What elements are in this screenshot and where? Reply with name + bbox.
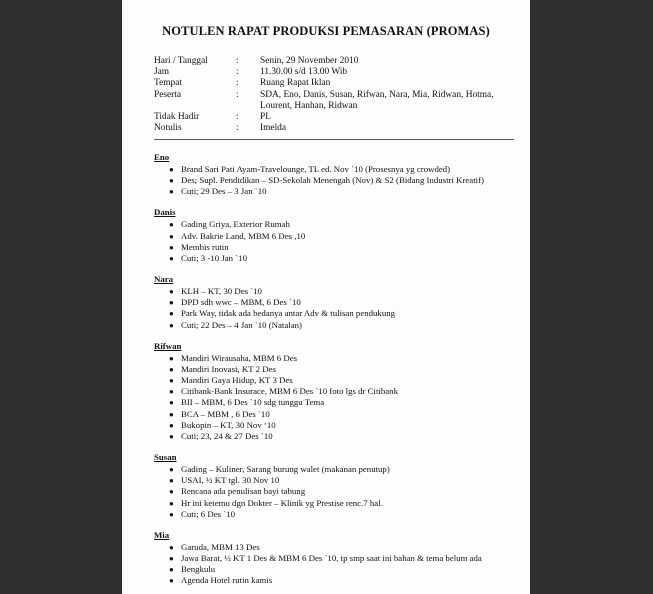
bullet-icon: ● (169, 398, 174, 408)
document-title: NOTULEN RAPAT PRODUKSI PEMASARAN (PROMAS) (162, 24, 490, 38)
section-nara (154, 274, 526, 331)
list-item (154, 297, 526, 308)
list-item (154, 219, 526, 230)
list-item-text: Mandiri Gaya Hidup, KT 3 Des (181, 375, 293, 386)
list-item (154, 186, 526, 197)
bullet-icon: ● (169, 487, 174, 497)
list-item-text: Gading – Kuliner, Sarang burung walet (makanan penutup) (181, 464, 390, 475)
bullet-icon: ● (169, 187, 174, 197)
bullet-icon: ● (169, 364, 174, 374)
list-item-text: Membis rutin (181, 241, 229, 252)
list-item (154, 253, 526, 264)
meta-colon: : (236, 89, 239, 100)
list-item-text: Gading Griya, Exterior Rumah (181, 219, 290, 230)
meta-label: Hari / Tanggal (154, 56, 208, 66)
section-heading: Danis (154, 207, 176, 218)
bullet-icon: ● (169, 565, 174, 575)
meta-value: PL (260, 112, 271, 123)
meta-value: Senin, 29 November 2010 (260, 56, 359, 66)
section-danis (154, 207, 526, 264)
list-item-text: Adv. Bakrie Land, MBM 6 Des ,10 (181, 230, 306, 241)
section-susan (154, 452, 526, 520)
list-item-text: Agenda Hotel rutin kamis (181, 575, 273, 586)
meta-label: Jam (154, 67, 170, 78)
list-item-text: Brand Sari Pati Ayam-Travelounge, TL ed. Nov `10 (Prosesnya yg crowded) (181, 164, 451, 174)
list-item-text: Des; Supl. Pendidikan – SD-Sekolah Menengah (Nov) & S2 (Bidang Industri Kreatif) (181, 175, 484, 186)
bullet-icon: ● (169, 353, 174, 363)
meta-colon: : (236, 123, 239, 134)
list-item-text: Mandiri Wirausaha, MBM 6 Des (181, 352, 298, 363)
list-item (154, 509, 526, 520)
list-item-text: Rencana ada penulisan bayi tabung (181, 486, 306, 497)
list-item-text: Jawa Barat, ½ KT 1 Des & MBM 6 Des `10, tp smp saat ini bahan & tema belum ada (181, 553, 482, 564)
meta-row (154, 56, 514, 67)
meta-value: 11.30.00 s/d 13.00 Wib (260, 67, 348, 78)
meta-value: Ruang Rapat Iklan (260, 78, 331, 89)
section-eno (154, 152, 526, 198)
bullet-icon: ● (169, 320, 174, 330)
bullet-icon: ● (169, 554, 174, 564)
bullet-icon: ● (169, 498, 174, 508)
list-item (154, 553, 526, 564)
bullet-icon: ● (169, 476, 174, 486)
section-heading: Eno (154, 152, 170, 162)
divider (154, 139, 514, 140)
list-item-text: Cuti; 22 Des – 4 Jan `10 (Natalan) (181, 319, 302, 330)
list-item-text: Cuti; 3 -10 Jan `10 (181, 253, 247, 264)
bullet-list (154, 286, 526, 331)
list-item (154, 486, 526, 497)
bullet-icon: ● (169, 465, 174, 475)
bullet-icon: ● (169, 387, 174, 397)
bullet-list (154, 164, 526, 198)
meta-row (154, 78, 514, 89)
bullet-icon: ● (169, 298, 174, 308)
list-item-text: Park Way, tidak ada bedanya antar Adv & tulisan pendukung (181, 308, 396, 319)
bullet-icon: ● (169, 287, 174, 297)
bullet-icon: ● (169, 242, 174, 252)
list-item (154, 320, 526, 331)
bullet-icon: ● (169, 220, 174, 230)
bullet-icon: ● (169, 254, 174, 264)
list-item (154, 464, 526, 475)
list-item-text: KLH – KT, 30 Des `10 (181, 286, 262, 297)
list-item-text: DPD sdh wwc – MBM, 6 Des `10 (181, 297, 301, 308)
list-item-text: BII – MBM, 6 Des `10 sdg tunggu Tema (181, 397, 325, 408)
list-item (154, 475, 526, 486)
meta-row (154, 112, 514, 123)
list-item-text: BCA – MBM , 6 Des `10 (181, 408, 270, 419)
list-item-text: Cuti; 6 Des `10 (181, 508, 236, 519)
meta-label: Peserta (154, 89, 182, 100)
bullet-list (154, 542, 526, 587)
bullet-icon: ● (169, 231, 174, 241)
bullet-icon: ● (169, 509, 174, 519)
bullet-list (154, 219, 526, 264)
section-heading: Nara (154, 274, 174, 285)
list-item (154, 498, 526, 509)
meta-value: SDA, Eno, Danis, Susan, Rifwan, Nara, Mia, Ridwan, Hotma, Lourent, Hanhan, Ridwan (260, 89, 494, 111)
list-item (154, 420, 526, 431)
list-item-text: USAI, ½ KT tgl. 30 Nov 10 (181, 475, 280, 486)
list-item (154, 575, 526, 586)
meta-row (154, 90, 514, 112)
meta-value: Imelda (260, 123, 287, 134)
list-item-text: Cuti; 29 Des – 3 Jan `10 (181, 186, 267, 197)
list-item (154, 164, 526, 175)
bullet-icon: ● (169, 309, 174, 319)
list-item (154, 409, 526, 420)
list-item (154, 397, 526, 408)
section-mia (154, 530, 526, 587)
list-item-text: Garuda, MBM 13 Des (181, 541, 260, 552)
section-heading: Mia (154, 529, 170, 540)
list-item (154, 242, 526, 253)
list-item (154, 364, 526, 375)
bullet-icon: ● (169, 576, 174, 586)
bullet-list (154, 464, 526, 520)
bullet-icon: ● (169, 176, 174, 186)
bullet-icon: ● (169, 432, 174, 442)
section-heading: Susan (154, 452, 177, 463)
bullet-icon: ● (169, 376, 174, 386)
list-item (154, 353, 526, 364)
list-item (154, 386, 526, 397)
meta-label: Notulis (154, 123, 182, 134)
bullet-icon: ● (169, 420, 174, 430)
bullet-list (154, 353, 526, 443)
list-item-text: Bengkulu (181, 564, 216, 575)
list-item-text: Hr ini ketemu dgn Dokter – Klinik yg Prestise renc.7 hal. (181, 497, 383, 508)
list-item (154, 231, 526, 242)
meeting-info (154, 56, 514, 134)
list-item (154, 564, 526, 575)
list-item-text: Citibank-Bank Insurace, MBM 6 Des `10 foto lgs dr Citibank (181, 386, 398, 397)
meta-colon: : (236, 112, 239, 123)
meta-row (154, 67, 514, 78)
list-item (154, 375, 526, 386)
list-item-text: Bukopin – KT, 30 Nov ‘10 (181, 419, 276, 430)
bullet-icon: ● (169, 165, 174, 174)
meta-colon: : (236, 78, 239, 89)
list-item (154, 175, 526, 186)
meta-row (154, 123, 514, 134)
list-item (154, 542, 526, 553)
bullet-icon: ● (169, 542, 174, 552)
list-item-text: Mandiri Inovasi, KT 2 Des (181, 363, 276, 374)
list-item-text: Cuti; 23, 24 & 27 Des `10 (181, 431, 273, 442)
list-item (154, 308, 526, 319)
bullet-icon: ● (169, 409, 174, 419)
meta-colon: : (236, 56, 239, 66)
section-heading: Rifwan (154, 340, 182, 351)
list-item (154, 286, 526, 297)
list-item (154, 431, 526, 442)
meta-label: Tidak Hadir (154, 112, 200, 123)
meta-colon: : (236, 67, 239, 78)
document-page (122, 0, 530, 594)
meta-label: Tempat (154, 78, 182, 89)
notes-sections (154, 152, 526, 594)
section-rifwan (154, 341, 526, 443)
